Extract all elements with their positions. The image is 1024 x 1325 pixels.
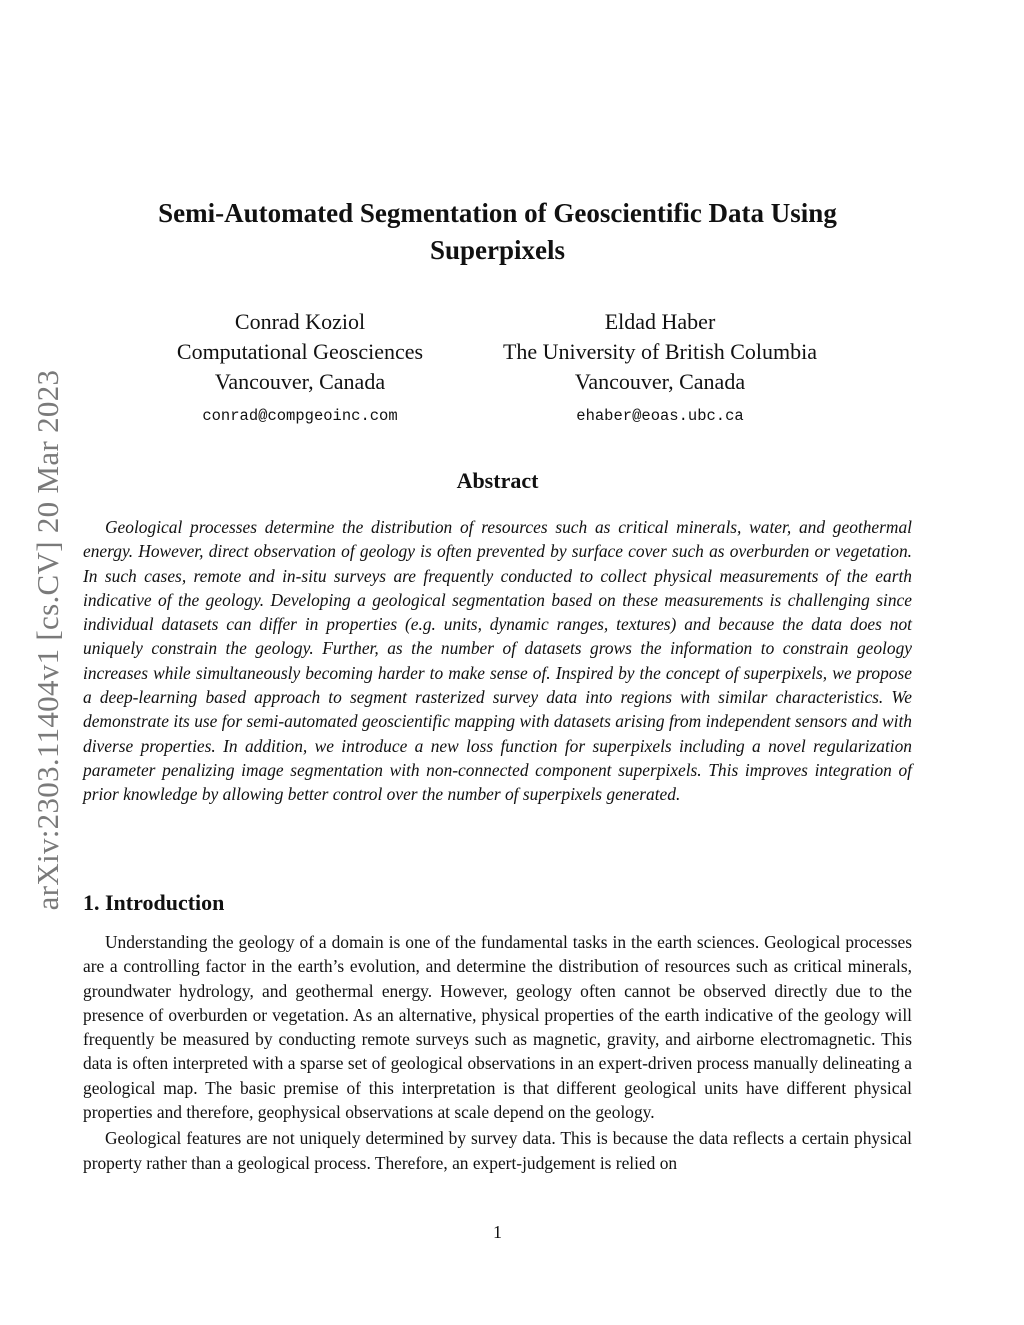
section-heading-introduction: 1. Introduction — [83, 890, 225, 915]
arxiv-identifier-stamp: arXiv:2303.11404v1 [cs.CV] 20 Mar 2023 — [30, 369, 65, 911]
author-block-2 — [480, 307, 840, 427]
abstract-heading: Abstract — [456, 468, 539, 493]
author-email: conrad@compgeoinc.com — [202, 407, 398, 425]
abstract-text: Geological processes determine the distribution of resources such as critical minerals, water, and geothermal energy. However, direct observation of geology is often prevented by surface cover such as overburden or vegetation. In such cases, remote and in-situ surveys are frequently conducted to collect physical measurements of the earth indicative of the geology. Developing a geological segmentation based on these measurements is challenging since individual datasets can differ in properties (e.g. units, dynamic ranges, textures) and because the data does not uniquely constrain the geology. Further, as the number of datasets grows the information to constrain geology increases while simultaneously becoming harder to make sense of. Inspired by the concept of superpixels, we propose a deep-learning based approach to segment rasterized survey data into regions with similar characteristics. We demonstrate its use for semi-automated geoscientific mapping with datasets arising from independent sensors and with diverse properties. In addition, we introduce a new loss function for superpixels including a novel regularization parameter penalizing image segmentation with non-connected component superpixels. This improves integration of prior knowledge by allowing better control over the number of superpixels generated. — [83, 517, 912, 805]
author-location: Vancouver, Canada — [214, 369, 386, 394]
author-affiliation: Computational Geosciences — [176, 339, 424, 364]
author-block-1 — [150, 307, 450, 427]
author-name: Conrad Koziol — [234, 309, 366, 334]
author-affiliation: The University of British Columbia — [502, 339, 818, 364]
paragraph: Understanding the geology of a domain is one of the fundamental tasks in the earth sciences. Geological processes are a controlling factor in the earth’s evolution, and determine the distribution of resources such as critical minerals, groundwater hydrology, and geothermal energy. However, geology often cannot be observed directly due to the presence of overburden or vegetation. As an alternative, physical properties of the earth indicative of the geology will frequently be measured by conducting remote surveys such as magnetic, gravity, and airborne electromagnetic. This data is often interpreted with a sparse set of geological observations in an expert-driven process manually delineating a geological map. The basic premise of this interpretation is that different geological units have different physical properties and therefore, geophysical observations at scale depend on the geology. — [83, 932, 912, 1123]
paragraph: Geological features are not uniquely determined by survey data. This is because the data reflects a certain physical property rather than a geological process. Therefore, an expert-judgement is relied on — [83, 1128, 912, 1173]
author-name: Eldad Haber — [604, 309, 716, 334]
author-location: Vancouver, Canada — [574, 369, 746, 394]
author-email: ehaber@eoas.ubc.ca — [576, 407, 744, 425]
paper-title: Semi-Automated Segmentation of Geoscientific Data Using Superpixels — [158, 198, 837, 265]
page-number: 1 — [493, 1222, 502, 1242]
introduction-body — [83, 930, 912, 1177]
